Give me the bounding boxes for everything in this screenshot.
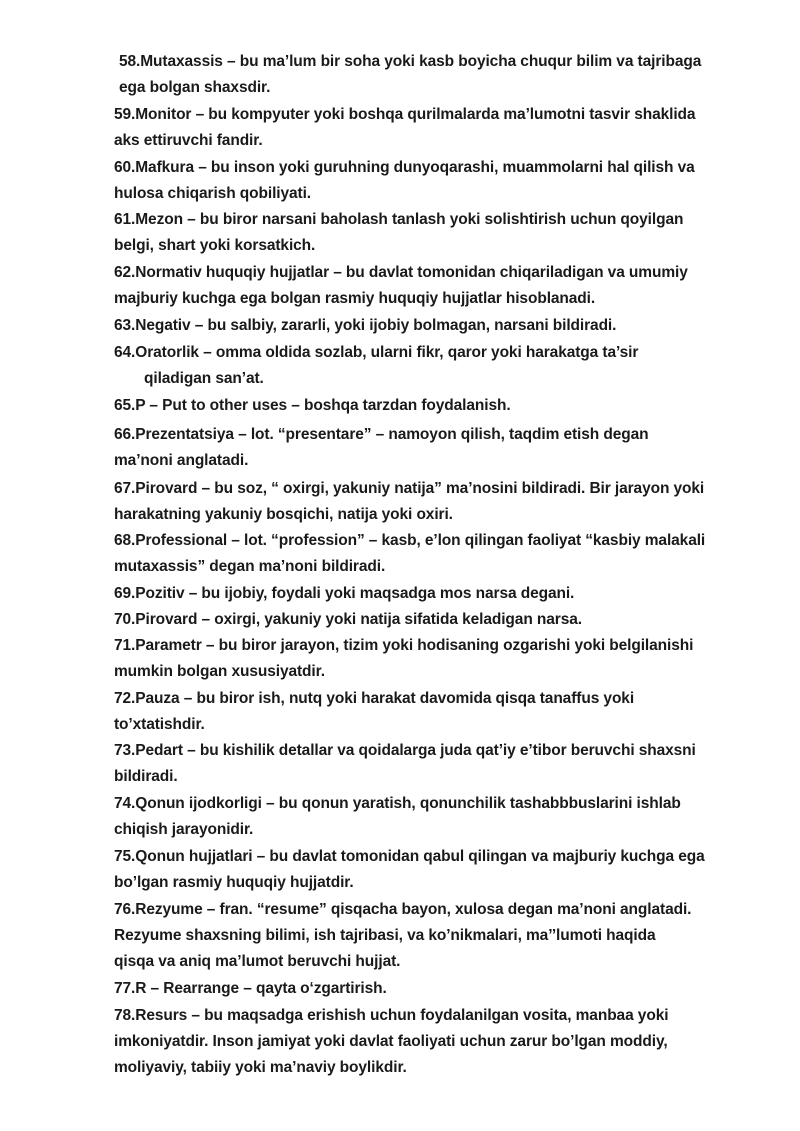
entry-line: 65.P – Put to other uses – boshqa tarzdan foydalanish. <box>114 397 511 414</box>
glossary-entry-74 <box>114 791 764 843</box>
entry-line: qisqa va aniq ma’lumot beruvchi hujjat. <box>114 953 401 970</box>
entry-line: aks ettiruvchi fandir. <box>114 132 263 149</box>
glossary-entry-78 <box>114 1003 764 1081</box>
entry-line: ega bolgan shaxsdir. <box>119 79 271 96</box>
entry-line: 71.Parametr – bu biror jarayon, tizim yoki hodisaning ozgarishi yoki belgilanishi <box>114 637 694 654</box>
entry-line: 63.Negativ – bu salbiy, zararli, yoki ijobiy bolmagan, narsani bildiradi. <box>114 317 617 334</box>
entry-line: majburiy kuchga ega bolgan rasmiy huquqiy hujjatlar hisoblanadi. <box>114 290 596 307</box>
glossary-entry-72 <box>114 686 764 738</box>
entry-line: 70.Pirovard – oxirgi, yakuniy yoki natija sifatida keladigan narsa. <box>114 611 582 628</box>
glossary-entry-77 <box>114 976 764 1002</box>
entry-line: 61.Mezon – bu biror narsani baholash tanlash yoki solishtirish uchun qoyilgan <box>114 211 684 228</box>
entry-line: 74.Qonun ijodkorligi – bu qonun yaratish, qonunchilik tashabbbuslarini ishlab <box>114 795 681 812</box>
entry-line: 77.R – Rearrange – qayta o‘zgartirish. <box>114 980 387 997</box>
entry-line: 75.Qonun hujjatlari – bu davlat tomonidan qabul qilingan va majburiy kuchga ega <box>114 848 705 865</box>
glossary-entry-65 <box>114 393 764 419</box>
glossary-entry-68 <box>114 528 764 580</box>
entry-line: mutaxassis” degan ma’noni bildiradi. <box>114 558 386 575</box>
entry-line: qiladigan san’at. <box>144 370 264 387</box>
glossary-entry-61 <box>114 207 764 259</box>
glossary-entry-73 <box>114 738 764 790</box>
entry-line: 72.Pauza – bu biror ish, nutq yoki harakat davomida qisqa tanaffus yoki <box>114 690 635 707</box>
entry-line: 62.Normativ huquqiy hujjatlar – bu davlat tomonidan chiqariladigan va umumiy <box>114 264 688 281</box>
glossary-entry-71 <box>114 633 764 685</box>
entry-line: to’xtatishdir. <box>114 716 205 733</box>
entry-line: 73.Pedart – bu kishilik detallar va qoidalarga juda qat’iy e’tibor beruvchi shaxsni <box>114 742 696 759</box>
entry-line: 67.Pirovard – bu soz, “ oxirgi, yakuniy natija” ma’nosini bildiradi. Bir jarayon yoki <box>114 480 705 497</box>
entry-line: Rezyume shaxsning bilimi, ish tajribasi, va ko’nikmalari, ma’’lumoti haqida <box>114 927 656 944</box>
entry-line: moliyaviy, tabiiy yoki ma’naviy boylikdir. <box>114 1059 407 1076</box>
entry-line: bo’lgan rasmiy huquqiy hujjatdir. <box>114 874 354 891</box>
glossary-entry-70 <box>114 607 764 633</box>
entry-line: 60.Mafkura – bu inson yoki guruhning dunyoqarashi, muammolarni hal qilish va <box>114 159 695 176</box>
glossary-entry-62 <box>114 260 764 312</box>
glossary-entry-75 <box>114 844 764 896</box>
glossary-entry-64 <box>114 340 764 392</box>
glossary-entry-59 <box>114 102 764 154</box>
entry-line: harakatning yakuniy bosqichi, natija yoki oxiri. <box>114 506 453 523</box>
entry-line: imkoniyatdir. Inson jamiyat yoki davlat faoliyati uchun zarur bo’lgan moddiy, <box>114 1033 668 1050</box>
entry-line: belgi, shart yoki korsatkich. <box>114 237 316 254</box>
entry-line: ma’noni anglatadi. <box>114 452 249 469</box>
glossary-entry-67 <box>114 476 764 528</box>
glossary-entry-58 <box>114 49 764 101</box>
entry-line: hulosa chiqarish qobiliyati. <box>114 185 312 202</box>
entry-line: 64.Oratorlik – omma oldida sozlab, ularni fikr, qaror yoki harakatga ta’sir <box>114 344 639 361</box>
entry-line: 59.Monitor – bu kompyuter yoki boshqa qurilmalarda ma’lumotni tasvir shaklida <box>114 106 696 123</box>
entry-line: mumkin bolgan xususiyatdir. <box>114 663 325 680</box>
glossary-entry-63 <box>114 313 764 339</box>
entry-line: 58.Mutaxassis – bu ma’lum bir soha yoki kasb boyicha chuqur bilim va tajribaga <box>119 53 702 70</box>
entry-line: 66.Prezentatsiya – lot. “presentare” – namoyon qilish, taqdim etish degan <box>114 426 649 443</box>
glossary-entry-76 <box>114 897 764 975</box>
glossary-entry-60 <box>114 155 764 207</box>
entry-line: 69.Pozitiv – bu ijobiy, foydali yoki maqsadga mos narsa degani. <box>114 585 575 602</box>
entry-line: 76.Rezyume – fran. “resume” qisqacha bayon, xulosa degan ma’noni anglatadi. <box>114 901 692 918</box>
entry-line: chiqish jarayonidir. <box>114 821 254 838</box>
entry-line: bildiradi. <box>114 768 178 785</box>
entry-line: 78.Resurs – bu maqsadga erishish uchun foydalanilgan vosita, manbaa yoki <box>114 1007 669 1024</box>
glossary-entry-66 <box>114 422 764 474</box>
glossary-entry-69 <box>114 581 764 607</box>
entry-line: 68.Professional – lot. “profession” – kasb, e’lon qilingan faoliyat “kasbiy malakali <box>114 532 706 549</box>
